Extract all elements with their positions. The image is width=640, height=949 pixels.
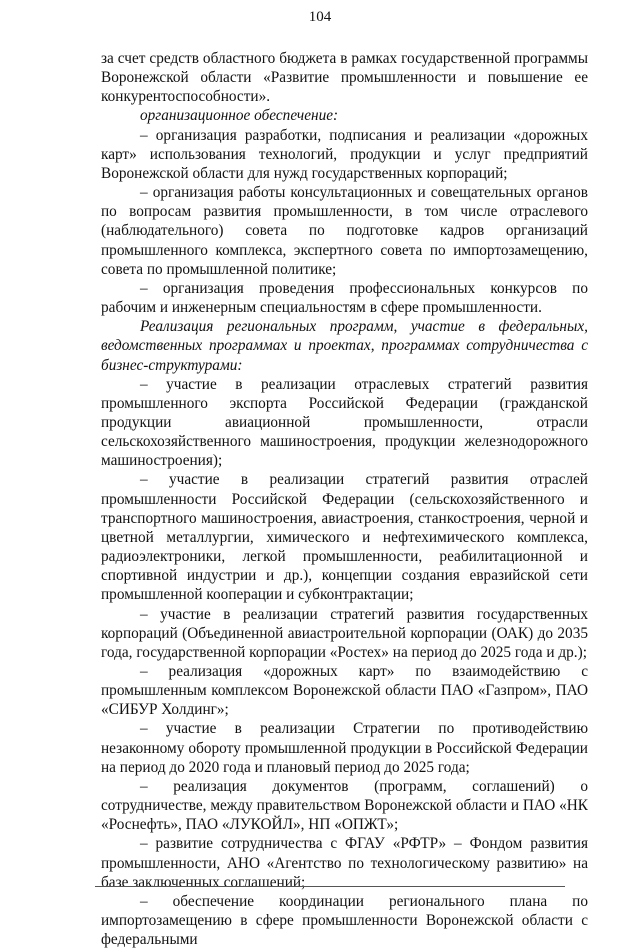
list-item: – обеспечение координации регионального плана по импортозамещению в сфере промышленности Воронежской области с федеральными <box>101 892 588 949</box>
bottom-rule <box>95 886 565 887</box>
list-item: – организация работы консультационных и совещательных органов по вопросам развития промышленности, в том числе отраслевого (наблюдательного) совета по подготовке кадров организаций промышленного комплекса, экспертного совета по импортозамещению, совета по промышленной политике; <box>101 184 588 278</box>
list-item: – организация проведения профессиональных конкурсов по рабочим и инженерным специальностям в сфере промышленности. <box>101 279 588 317</box>
list-item: – участие в реализации стратегий развития отраслей промышленности Российской Федерации (сельскохозяйственного и транспортного машиностроения, авиастроения, станкостроения, черной и цветной металлургии, химического и нефтехимического комплекса, радиоэлектроники, легкой промышленности, реабилитационной и спортивной индустрии и др.), концепции создания евразийской сети промышленной кооперации и субконтрактации; <box>101 471 588 604</box>
page-number: 104 <box>308 9 332 25</box>
list-item: – участие в реализации отраслевых стратегий развития промышленного экспорта Российской Федерации (гражданской продукции авиационной промышленности, отрасли сельскохозяйственного машиностроения, продукции железнодорожного машиностроения); <box>101 375 588 470</box>
section-heading: Реализация региональных программ, участие в федеральных, ведомственных программах и проектах, программах сотрудничества с бизнес-структурами: <box>101 318 588 374</box>
body-text <box>101 49 588 949</box>
paragraph: за счет средств областного бюджета в рамках государственной программы Воронежской области «Развитие промышленности и повышение ее конкурентоспособности». <box>101 50 588 106</box>
list-item: – участие в реализации Стратегии по противодействию незаконному обороту промышленной продукции в Российской Федерации на период до 2020 года и плановый период до 2025 года; <box>101 720 588 776</box>
list-item: – организация разработки, подписания и реализации «дорожных карт» использования технологий, продукции и услуг предприятий Воронежской области для нужд государственных корпораций; <box>101 126 588 182</box>
list-item: – участие в реализации стратегий развития государственных корпораций (Объединенной авиастроительной корпорации (ОАК) до 2035 года, государственной корпорации «Ростех» на период до 2025 года и др.); <box>101 605 588 661</box>
list-item: – реализация «дорожных карт» по взаимодействию с промышленным комплексом Воронежской области ПАО «Газпром», ПАО «СИБУР Холдинг»; <box>101 663 588 719</box>
list-item: – развитие сотрудничества с ФГАУ «РФТР» – Фондом развития промышленности, АНО «Агентство по технологическому развитию» на базе заключенных соглашений; <box>101 835 588 891</box>
section-heading: организационное обеспечение: <box>140 107 339 125</box>
list-item: – реализация документов (программ, соглашений) о сотрудничестве, между правительством Воронежской области и ПАО «НК «Роснефть», ПАО «ЛУКОЙЛ», НП «ОПЖТ»; <box>101 777 588 834</box>
